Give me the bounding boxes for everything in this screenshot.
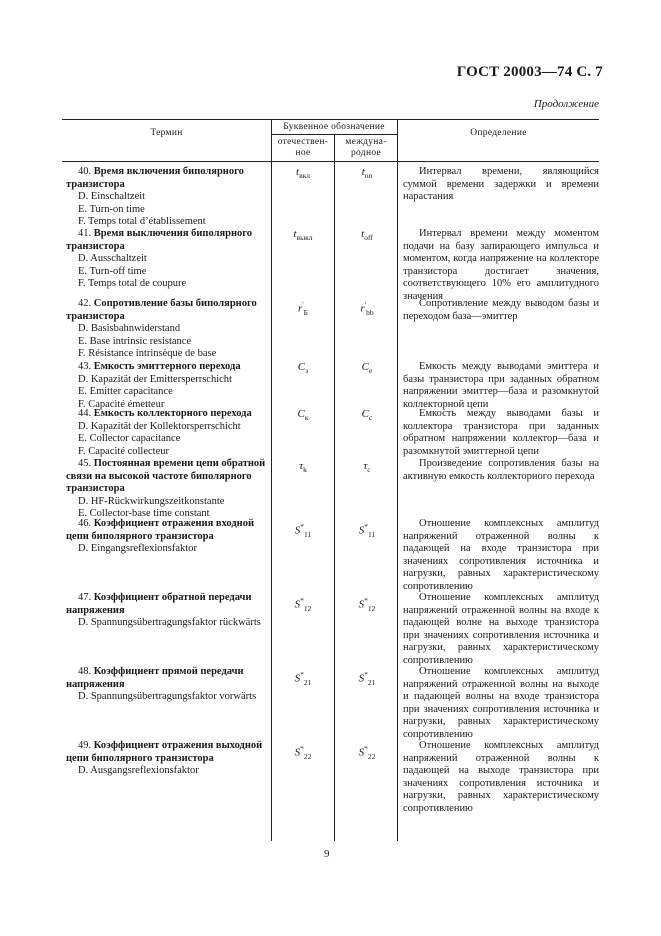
symbol-superscript: * bbox=[364, 744, 368, 753]
definition-text: Отношение комплексных амплитуд напряжений отраженной волны на входе к падающей волне на выходе транзистора при значениях сопротивления источника и нагрузки, равных характеристическому сопротивлению bbox=[403, 592, 599, 666]
symbol-base: r bbox=[360, 302, 365, 315]
symbol-base: r bbox=[298, 302, 303, 315]
symbol-base: t bbox=[293, 228, 297, 240]
continuation-label: Продолжение bbox=[533, 98, 599, 110]
term-number: 49. bbox=[78, 740, 92, 751]
symbol-subscript: 11 bbox=[304, 529, 312, 539]
symbol-subscript: выкл bbox=[296, 233, 313, 243]
definition bbox=[403, 166, 599, 204]
definition-text: Произведение сопротивления базы на активную емкость коллекторного перехода bbox=[403, 458, 599, 482]
table-top-rule bbox=[62, 119, 599, 120]
term-title-text: Постоянная времени цепи обратной связи на высокой частоте биполярного транзистора bbox=[66, 458, 266, 495]
term-title bbox=[66, 518, 268, 543]
symbol-base: S bbox=[358, 672, 365, 685]
symbol-subscript: k bbox=[303, 465, 307, 475]
term-entry bbox=[66, 666, 268, 704]
term-title-text: Емкость коллекторного перехода bbox=[93, 408, 252, 419]
symbol-base: S bbox=[294, 598, 301, 611]
col-divider-2 bbox=[334, 134, 335, 841]
page-number: 9 bbox=[324, 848, 330, 860]
term-entry bbox=[66, 518, 268, 556]
term-translation: D. Spannungsübertragungsfaktor vorwärts bbox=[78, 691, 257, 703]
page-header-title: ГОСТ 20003—74 С. 7 bbox=[456, 64, 603, 80]
term-title bbox=[66, 408, 268, 421]
symbol-subscript: c bbox=[367, 465, 371, 475]
term-translation: E. Collector-base time constant bbox=[78, 508, 210, 520]
definition-text: Сопротивление между выводом базы и переходом база—эмиттер bbox=[403, 298, 599, 322]
symbol-base: τ bbox=[299, 460, 304, 472]
term-title-text: Емкость эмиттерного перехода bbox=[93, 361, 241, 372]
term-number: 47. bbox=[78, 592, 92, 603]
term-translation: D. Eingangsreflexionsfaktor bbox=[78, 543, 197, 555]
term-title bbox=[66, 740, 268, 765]
symbol-international bbox=[337, 408, 397, 422]
term-translation: D. Ausschaltzeit bbox=[78, 253, 147, 265]
term-title-text: Время выключения биполярного транзистора bbox=[66, 228, 253, 252]
symbol-domestic bbox=[273, 361, 333, 375]
col-divider-3 bbox=[397, 119, 398, 841]
term-translation: D. Kapazität der Kollektorsperrschicht bbox=[78, 420, 241, 432]
symbol-international bbox=[337, 460, 397, 474]
definition-text: Емкость между выводами базы и коллектора транзистора при заданных обратном напряжении коллектор—база и разомкнутой эмиттерной цепи bbox=[403, 408, 599, 457]
definition-text: Отношение комплексных амплитуд напряжений отраженной волны к падающей на выходе транзистора при значениях сопротивления источника и нагрузки, равных характеристическому сопротивлению bbox=[403, 740, 599, 814]
col-header-definition: Определение bbox=[470, 128, 527, 138]
symbol-base: C bbox=[297, 408, 305, 420]
definition bbox=[403, 592, 599, 668]
term-translation: D. Einschaltzeit bbox=[78, 191, 146, 203]
symbol-domestic bbox=[273, 300, 333, 317]
definition-text: Емкость между выводами эмиттера и базы транзистора при заданных обратном напряжении эмиттер—база и разомкнутой коллекторной цепи bbox=[403, 361, 599, 410]
term-entry bbox=[66, 298, 268, 361]
symbol-base: S bbox=[294, 746, 301, 759]
term-translation: D. Kapazität der Emittersperrschicht bbox=[78, 373, 232, 385]
symbol-subscript: e bbox=[369, 366, 373, 376]
col-header-domestic: отечествен-ное bbox=[277, 137, 329, 158]
definition bbox=[403, 740, 599, 816]
term-title-text: Сопротивление базы биполярного транзистора bbox=[66, 298, 257, 322]
definition bbox=[403, 666, 599, 742]
symbol-base: t bbox=[296, 166, 300, 178]
symbol-base: S bbox=[294, 672, 301, 685]
symbol-superscript: * bbox=[364, 522, 368, 531]
definition bbox=[403, 458, 599, 483]
term-title bbox=[66, 361, 268, 374]
symbol-subscript: 22 bbox=[367, 751, 376, 761]
term-number: 44. bbox=[78, 408, 92, 419]
term-number: 46. bbox=[78, 518, 92, 529]
symbol-superscript: ' bbox=[364, 300, 367, 309]
term-number: 40. bbox=[78, 166, 92, 177]
term-entry bbox=[66, 740, 268, 778]
symbol-superscript: * bbox=[300, 522, 304, 531]
term-entry bbox=[66, 228, 268, 291]
term-translation: D. Ausgangsreflexionsfaktor bbox=[78, 765, 199, 777]
definition bbox=[403, 361, 599, 411]
definition-text: Интервал времени, являющийся суммой времени задержки и времени нарастания bbox=[403, 166, 599, 203]
symbol-base: t bbox=[361, 228, 365, 240]
term-entry bbox=[66, 361, 268, 411]
term-title bbox=[66, 458, 268, 496]
symbol-subscript: 12 bbox=[367, 603, 376, 613]
term-title-text: Коэффициент обратной передачи напряжения bbox=[66, 592, 252, 616]
symbol-domestic bbox=[273, 228, 333, 242]
term-entry bbox=[66, 592, 268, 630]
term-translation: D. Spannungsübertragungsfaktor rückwärts bbox=[78, 617, 261, 629]
term-title-text: Коэффициент прямой передачи напряжения bbox=[66, 666, 244, 690]
symbol-international bbox=[337, 166, 397, 180]
symbol-superscript: * bbox=[364, 670, 368, 679]
term-translation: F. Temps total de coupure bbox=[78, 278, 187, 290]
symbol-international bbox=[337, 670, 397, 687]
term-title bbox=[66, 166, 268, 191]
symbol-subscript: c bbox=[369, 413, 373, 423]
definition bbox=[403, 408, 599, 458]
term-translation: D. Basisbahnwiderstand bbox=[78, 323, 181, 335]
term-number: 45. bbox=[78, 458, 92, 469]
col-header-term: Термин bbox=[150, 128, 183, 138]
symbol-domestic bbox=[273, 522, 333, 539]
term-translation: E. Turn-off time bbox=[78, 265, 147, 277]
term-number: 48. bbox=[78, 666, 92, 677]
symbol-international bbox=[337, 361, 397, 375]
symbol-subscript: 22 bbox=[303, 751, 312, 761]
definition-text: Отношение комплексных амплитуд напряжений отраженной волны к падающей на входе транзистора при значениях сопротивления источника и нагрузки, равных характеристическому сопротивлению bbox=[403, 518, 599, 592]
symbol-subscript: 21 bbox=[303, 677, 312, 687]
symbol-subscript: к bbox=[304, 413, 309, 423]
symbol-subscript: 12 bbox=[303, 603, 312, 613]
term-translation: F. Capacité collecteur bbox=[78, 445, 169, 457]
term-title-text: Время включения биполярного транзистора bbox=[66, 166, 244, 190]
symbol-domestic bbox=[273, 408, 333, 422]
term-translation: E. Collector capacitance bbox=[78, 433, 181, 445]
definition bbox=[403, 298, 599, 323]
symbol-superscript: * bbox=[300, 596, 304, 605]
symbol-subscript: off bbox=[364, 233, 373, 243]
term-title-text: Коэффициент отражения выходной цепи биполярного транзистора bbox=[66, 740, 263, 764]
term-number: 43. bbox=[78, 361, 92, 372]
term-title bbox=[66, 228, 268, 253]
symbol-subscript: bb bbox=[366, 307, 374, 317]
term-number: 42. bbox=[78, 298, 92, 309]
term-title-text: Коэффициент отражения входной цепи биполярного транзистора bbox=[66, 518, 255, 542]
symbol-domestic bbox=[273, 460, 333, 474]
symbol-international bbox=[337, 522, 397, 539]
symbol-international bbox=[337, 596, 397, 613]
symbol-base: C bbox=[361, 361, 369, 373]
term-translation: D. HF-Rückwirkungszeitkonstante bbox=[78, 495, 225, 507]
symbol-superscript: * bbox=[300, 670, 304, 679]
term-translation: F. Résistance intrinsèque de base bbox=[78, 348, 217, 360]
term-entry bbox=[66, 458, 268, 521]
symbol-base: S bbox=[358, 598, 365, 611]
table-header-bottom-rule bbox=[62, 161, 599, 162]
symbol-superscript: * bbox=[364, 596, 368, 605]
symbol-subscript: вкл bbox=[299, 171, 310, 181]
symbol-base: S bbox=[358, 746, 365, 759]
symbol-domestic bbox=[273, 670, 333, 687]
col-header-international: междуна-родное bbox=[345, 137, 387, 158]
term-number: 41. bbox=[78, 228, 92, 239]
symbol-base: S bbox=[358, 524, 365, 537]
symbol-base: C bbox=[361, 408, 369, 420]
symbol-subscript: Б bbox=[303, 307, 308, 317]
definition-text: Интервал времени между моментом подачи на базу запирающего импульса и моментом, когда напряжение на коллекторе транзистора достигает значения, соответствующего 10% его амплитудного значения bbox=[403, 228, 599, 302]
symbol-subscript: э bbox=[305, 366, 309, 376]
symbol-international bbox=[337, 300, 397, 317]
symbol-base: τ bbox=[363, 460, 368, 472]
term-entry bbox=[66, 166, 268, 229]
term-translation: E. Base intrinsic resistance bbox=[78, 335, 192, 347]
col-divider-1 bbox=[271, 119, 272, 841]
symbol-domestic bbox=[273, 166, 333, 180]
term-translation: F. Temps total d’établissement bbox=[78, 216, 206, 228]
symbol-domestic bbox=[273, 596, 333, 613]
symbol-base: C bbox=[297, 361, 306, 373]
term-title bbox=[66, 666, 268, 691]
term-translation: E. Turn-on time bbox=[78, 203, 145, 215]
term-translation: E. Emitter capacitance bbox=[78, 386, 173, 398]
definition-text: Отношение комплексных амплитуд напряжений отраженной волны на выходе и падающей волны на входе транзистора при значениях сопротивления источника и нагрузки, равных характеристическому сопротивлению bbox=[403, 666, 599, 740]
term-entry bbox=[66, 408, 268, 458]
term-translation: F. Capacité émetteur bbox=[78, 398, 165, 410]
term-title bbox=[66, 298, 268, 323]
symbol-subscript: on bbox=[364, 171, 373, 181]
symbol-international bbox=[337, 228, 397, 242]
symbol-superscript: ' bbox=[302, 300, 304, 309]
symbol-domestic bbox=[273, 744, 333, 761]
definition bbox=[403, 228, 599, 304]
col-header-letter: Буквенное обозначение bbox=[283, 122, 385, 132]
term-title bbox=[66, 592, 268, 617]
symbol-base: t bbox=[361, 166, 365, 178]
symbol-subscript: 21 bbox=[367, 677, 376, 687]
symbol-international bbox=[337, 744, 397, 761]
symbol-base: S bbox=[294, 524, 301, 537]
symbol-superscript: * bbox=[300, 744, 304, 753]
definition bbox=[403, 518, 599, 594]
symbol-subscript: 11 bbox=[368, 529, 376, 539]
